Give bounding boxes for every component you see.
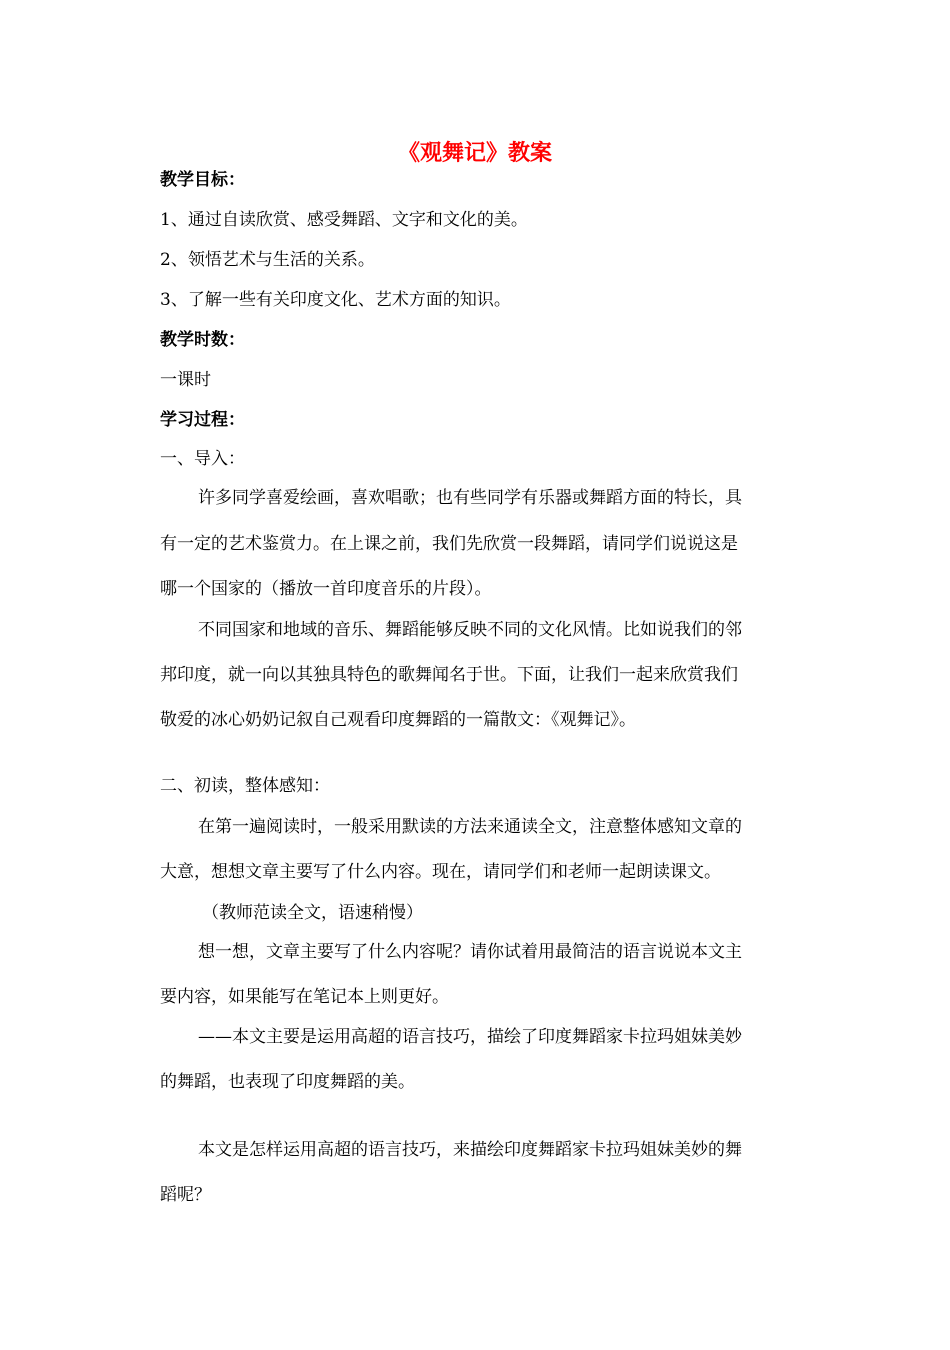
paragraph-1-line-2: 有一定的艺术鉴赏力。在上课之前，我们先欣赏一段舞蹈，请同学们说说这是 xyxy=(160,534,738,554)
paragraph-6-line-1: ——本文主要是运用高超的语言技巧，描绘了印度舞蹈家卡拉玛姐妹美妙 xyxy=(198,1027,742,1047)
goal-item-1: 1、通过自读欣赏、感受舞蹈、文字和文化的美。 xyxy=(160,210,528,230)
paragraph-1-line-3: 哪一个国家的（播放一首印度音乐的片段）。 xyxy=(160,579,492,599)
paragraph-5-line-2: 要内容，如果能写在笔记本上则更好。 xyxy=(160,987,449,1007)
goal-item-2: 2、领悟艺术与生活的关系。 xyxy=(160,250,375,270)
paragraph-1-line-1: 许多同学喜爱绘画，喜欢唱歌；也有些同学有乐器或舞蹈方面的特长，具 xyxy=(198,488,742,508)
paragraph-2-line-2: 邦印度，就一向以其独具特色的歌舞闻名于世。下面，让我们一起来欣赏我们 xyxy=(160,665,738,685)
section-2-title: 二、初读，整体感知： xyxy=(160,776,330,796)
heading-teaching-hours: 教学时数： xyxy=(160,330,245,350)
goal-item-3: 3、了解一些有关印度文化、艺术方面的知识。 xyxy=(160,290,511,310)
paragraph-7-line-2: 蹈呢？ xyxy=(160,1185,211,1205)
paragraph-4-teacher-note: （教师范读全文，语速稍慢） xyxy=(202,903,423,923)
heading-learning-process: 学习过程： xyxy=(160,410,245,430)
paragraph-5-line-1: 想一想，文章主要写了什么内容呢？请你试着用最简洁的语言说说本文主 xyxy=(198,942,742,962)
document-title: 《观舞记》教案 xyxy=(397,140,552,166)
paragraph-3-line-1: 在第一遍阅读时，一般采用默读的方法来通读全文，注意整体感知文章的 xyxy=(198,817,742,837)
paragraph-6-line-2: 的舞蹈，也表现了印度舞蹈的美。 xyxy=(160,1072,415,1092)
paragraph-2-line-3: 敬爱的冰心奶奶记叙自己观看印度舞蹈的一篇散文：《观舞记》。 xyxy=(160,710,636,730)
heading-teaching-goals: 教学目标： xyxy=(160,170,245,190)
section-1-title: 一、导入： xyxy=(160,449,245,469)
paragraph-3-line-2: 大意，想想文章主要写了什么内容。现在，请同学们和老师一起朗读课文。 xyxy=(160,862,721,882)
teaching-hours-value: 一课时 xyxy=(160,370,211,390)
paragraph-2-line-1: 不同国家和地域的音乐、舞蹈能够反映不同的文化风情。比如说我们的邻 xyxy=(198,620,742,640)
paragraph-7-line-1: 本文是怎样运用高超的语言技巧，来描绘印度舞蹈家卡拉玛姐妹美妙的舞 xyxy=(198,1140,742,1160)
